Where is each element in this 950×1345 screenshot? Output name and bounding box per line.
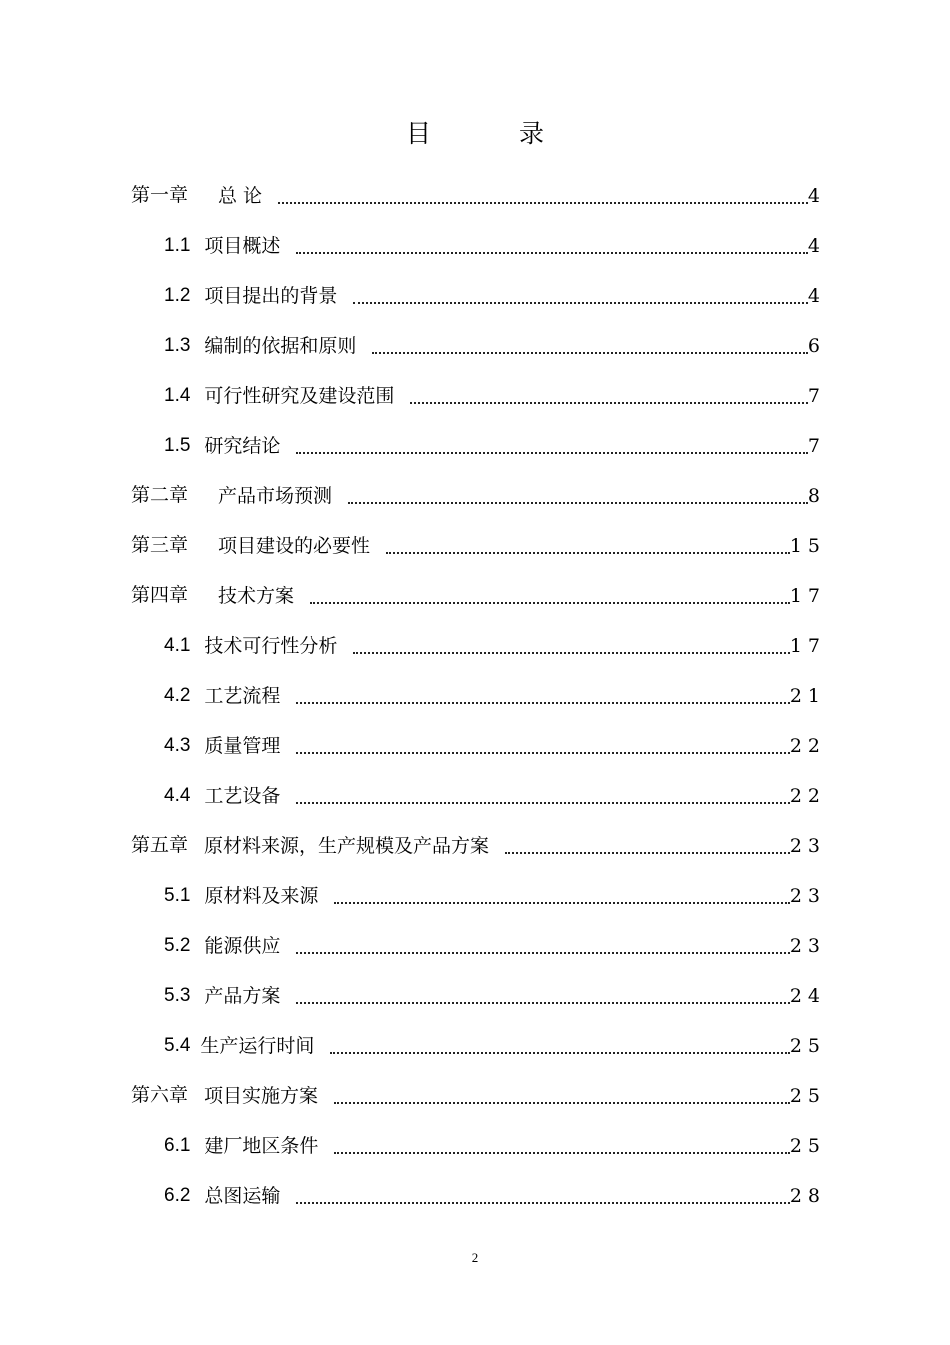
dot-leader bbox=[386, 551, 790, 554]
toc-entry-1-4[interactable] bbox=[164, 381, 826, 411]
toc-entry-chapter-5[interactable] bbox=[131, 831, 826, 861]
footer-page-number: 2 bbox=[471, 1250, 479, 1265]
toc-entry-page: 4 bbox=[807, 235, 826, 257]
dot-leader bbox=[296, 751, 789, 754]
page-title: 目 录 bbox=[406, 119, 584, 148]
toc-entry-number: 6.1 bbox=[164, 1135, 191, 1156]
toc-entry-label: 研究结论 bbox=[204, 435, 281, 457]
toc-entry-number: 4.3 bbox=[164, 735, 191, 756]
toc-entry-chapter-1[interactable] bbox=[131, 181, 826, 211]
toc-entry-label: 技术方案 bbox=[218, 585, 295, 607]
toc-entry-page: 17 bbox=[789, 585, 826, 607]
toc-entry-4-1[interactable] bbox=[164, 631, 826, 661]
dot-leader bbox=[353, 651, 789, 654]
toc-entry-4-4[interactable] bbox=[164, 781, 826, 811]
toc-entry-page: 25 bbox=[789, 1085, 826, 1107]
toc-entry-label: 总 论 bbox=[218, 185, 263, 207]
dot-leader bbox=[296, 451, 807, 454]
toc-entry-page: 6 bbox=[807, 335, 826, 357]
toc-entry-4-2[interactable] bbox=[164, 681, 826, 711]
toc-entry-label: 可行性研究及建设范围 bbox=[204, 385, 395, 407]
dot-leader bbox=[310, 601, 790, 604]
toc-entry-1-3[interactable] bbox=[164, 331, 826, 361]
toc-entry-6-1[interactable] bbox=[164, 1131, 826, 1161]
dot-leader bbox=[334, 1151, 789, 1154]
toc-entry-number: 1.4 bbox=[164, 385, 191, 406]
dot-leader bbox=[334, 1101, 790, 1104]
toc-entry-label: 产品方案 bbox=[204, 985, 281, 1007]
toc-entry-number: 6.2 bbox=[164, 1185, 191, 1206]
toc-entry-label: 工艺流程 bbox=[204, 685, 281, 707]
toc-entry-1-5[interactable] bbox=[164, 431, 826, 461]
toc-entry-6-2[interactable] bbox=[164, 1181, 826, 1211]
toc-entry-label: 原材料及来源 bbox=[204, 885, 319, 907]
toc-entry-page: 4 bbox=[807, 185, 826, 207]
toc-entry-chapter-3[interactable] bbox=[131, 531, 826, 561]
toc-entry-chapter-2[interactable] bbox=[131, 481, 826, 511]
toc-entry-page: 17 bbox=[789, 635, 826, 657]
dot-leader bbox=[296, 951, 789, 954]
dot-leader bbox=[296, 801, 789, 804]
dot-leader bbox=[334, 901, 789, 904]
toc-entry-page: 7 bbox=[807, 385, 826, 407]
toc-entry-label: 项目概述 bbox=[204, 235, 281, 257]
toc-entry-label: 产品市场预测 bbox=[218, 485, 333, 507]
dot-leader bbox=[296, 1001, 789, 1004]
toc-entry-page: 23 bbox=[789, 835, 826, 857]
toc-entry-number: 1.2 bbox=[164, 285, 191, 306]
toc-entry-page: 22 bbox=[789, 785, 826, 807]
toc-entry-1-1[interactable] bbox=[164, 231, 826, 261]
toc-entry-chapter-4[interactable] bbox=[131, 581, 826, 611]
toc-entry-number: 4.4 bbox=[164, 785, 191, 806]
toc-entry-label: 项目实施方案 bbox=[204, 1085, 319, 1107]
dot-leader bbox=[278, 201, 808, 204]
toc-entry-number: 5.3 bbox=[164, 985, 191, 1006]
toc-entry-number: 5.4 bbox=[164, 1035, 191, 1056]
toc-entry-page: 8 bbox=[807, 485, 826, 507]
toc-entry-label: 生产运行时间 bbox=[200, 1035, 315, 1057]
toc-entry-5-4[interactable] bbox=[164, 1031, 826, 1061]
toc-entry-label: 工艺设备 bbox=[204, 785, 281, 807]
toc-entry-page: 4 bbox=[807, 285, 826, 307]
dot-leader bbox=[296, 251, 807, 254]
toc-entry-number: 1.1 bbox=[164, 235, 191, 256]
toc-entry-5-1[interactable] bbox=[164, 881, 826, 911]
toc-entry-page: 21 bbox=[789, 685, 826, 707]
toc-entry-number: 第五章 bbox=[131, 835, 189, 856]
toc-entry-number: 第一章 bbox=[131, 185, 189, 206]
toc-entry-label: 项目建设的必要性 bbox=[218, 535, 371, 557]
toc-entry-5-3[interactable] bbox=[164, 981, 826, 1011]
toc-entry-label: 技术可行性分析 bbox=[204, 635, 338, 657]
toc-entry-number: 1.3 bbox=[164, 335, 191, 356]
dot-leader bbox=[296, 1201, 789, 1204]
toc-entry-1-2[interactable] bbox=[164, 281, 826, 311]
dot-leader bbox=[348, 501, 808, 504]
toc-entry-4-3[interactable] bbox=[164, 731, 826, 761]
dot-leader bbox=[330, 1051, 789, 1054]
toc-entry-chapter-6[interactable] bbox=[131, 1081, 826, 1111]
toc-entry-number: 5.1 bbox=[164, 885, 191, 906]
toc-entry-number: 4.1 bbox=[164, 635, 191, 656]
toc-entry-label: 建厂地区条件 bbox=[204, 1135, 319, 1157]
toc-entry-page: 22 bbox=[789, 735, 826, 757]
toc-entry-number: 第六章 bbox=[131, 1085, 189, 1106]
toc-entry-label: 编制的依据和原则 bbox=[204, 335, 357, 357]
toc-entry-number: 第四章 bbox=[131, 585, 189, 606]
toc-entry-label: 能源供应 bbox=[204, 935, 281, 957]
toc-entry-label: 总图运输 bbox=[204, 1185, 281, 1207]
toc-entry-number: 第二章 bbox=[131, 485, 189, 506]
toc-entry-label: 质量管理 bbox=[204, 735, 281, 757]
toc-entry-page: 7 bbox=[807, 435, 826, 457]
toc-entry-page: 23 bbox=[789, 885, 826, 907]
dot-leader bbox=[372, 351, 807, 354]
toc-entry-page: 25 bbox=[789, 1135, 826, 1157]
dot-leader bbox=[505, 851, 790, 854]
dot-leader bbox=[410, 401, 807, 404]
dot-leader bbox=[296, 701, 789, 704]
toc-entry-5-2[interactable] bbox=[164, 931, 826, 961]
toc-entry-number: 第三章 bbox=[131, 535, 189, 556]
toc-entry-page: 25 bbox=[789, 1035, 826, 1057]
dot-leader bbox=[353, 301, 807, 304]
toc-entry-page: 15 bbox=[789, 535, 826, 557]
toc-entry-page: 23 bbox=[789, 935, 826, 957]
toc-entry-number: 4.2 bbox=[164, 685, 191, 706]
toc-entry-label: 原材料来源，生产规模及产品方案 bbox=[204, 835, 490, 857]
toc-entry-page: 28 bbox=[789, 1185, 826, 1207]
toc-entry-number: 1.5 bbox=[164, 435, 191, 456]
toc-entry-page: 24 bbox=[789, 985, 826, 1007]
toc-entry-label: 项目提出的背景 bbox=[204, 285, 338, 307]
toc-entry-number: 5.2 bbox=[164, 935, 191, 956]
